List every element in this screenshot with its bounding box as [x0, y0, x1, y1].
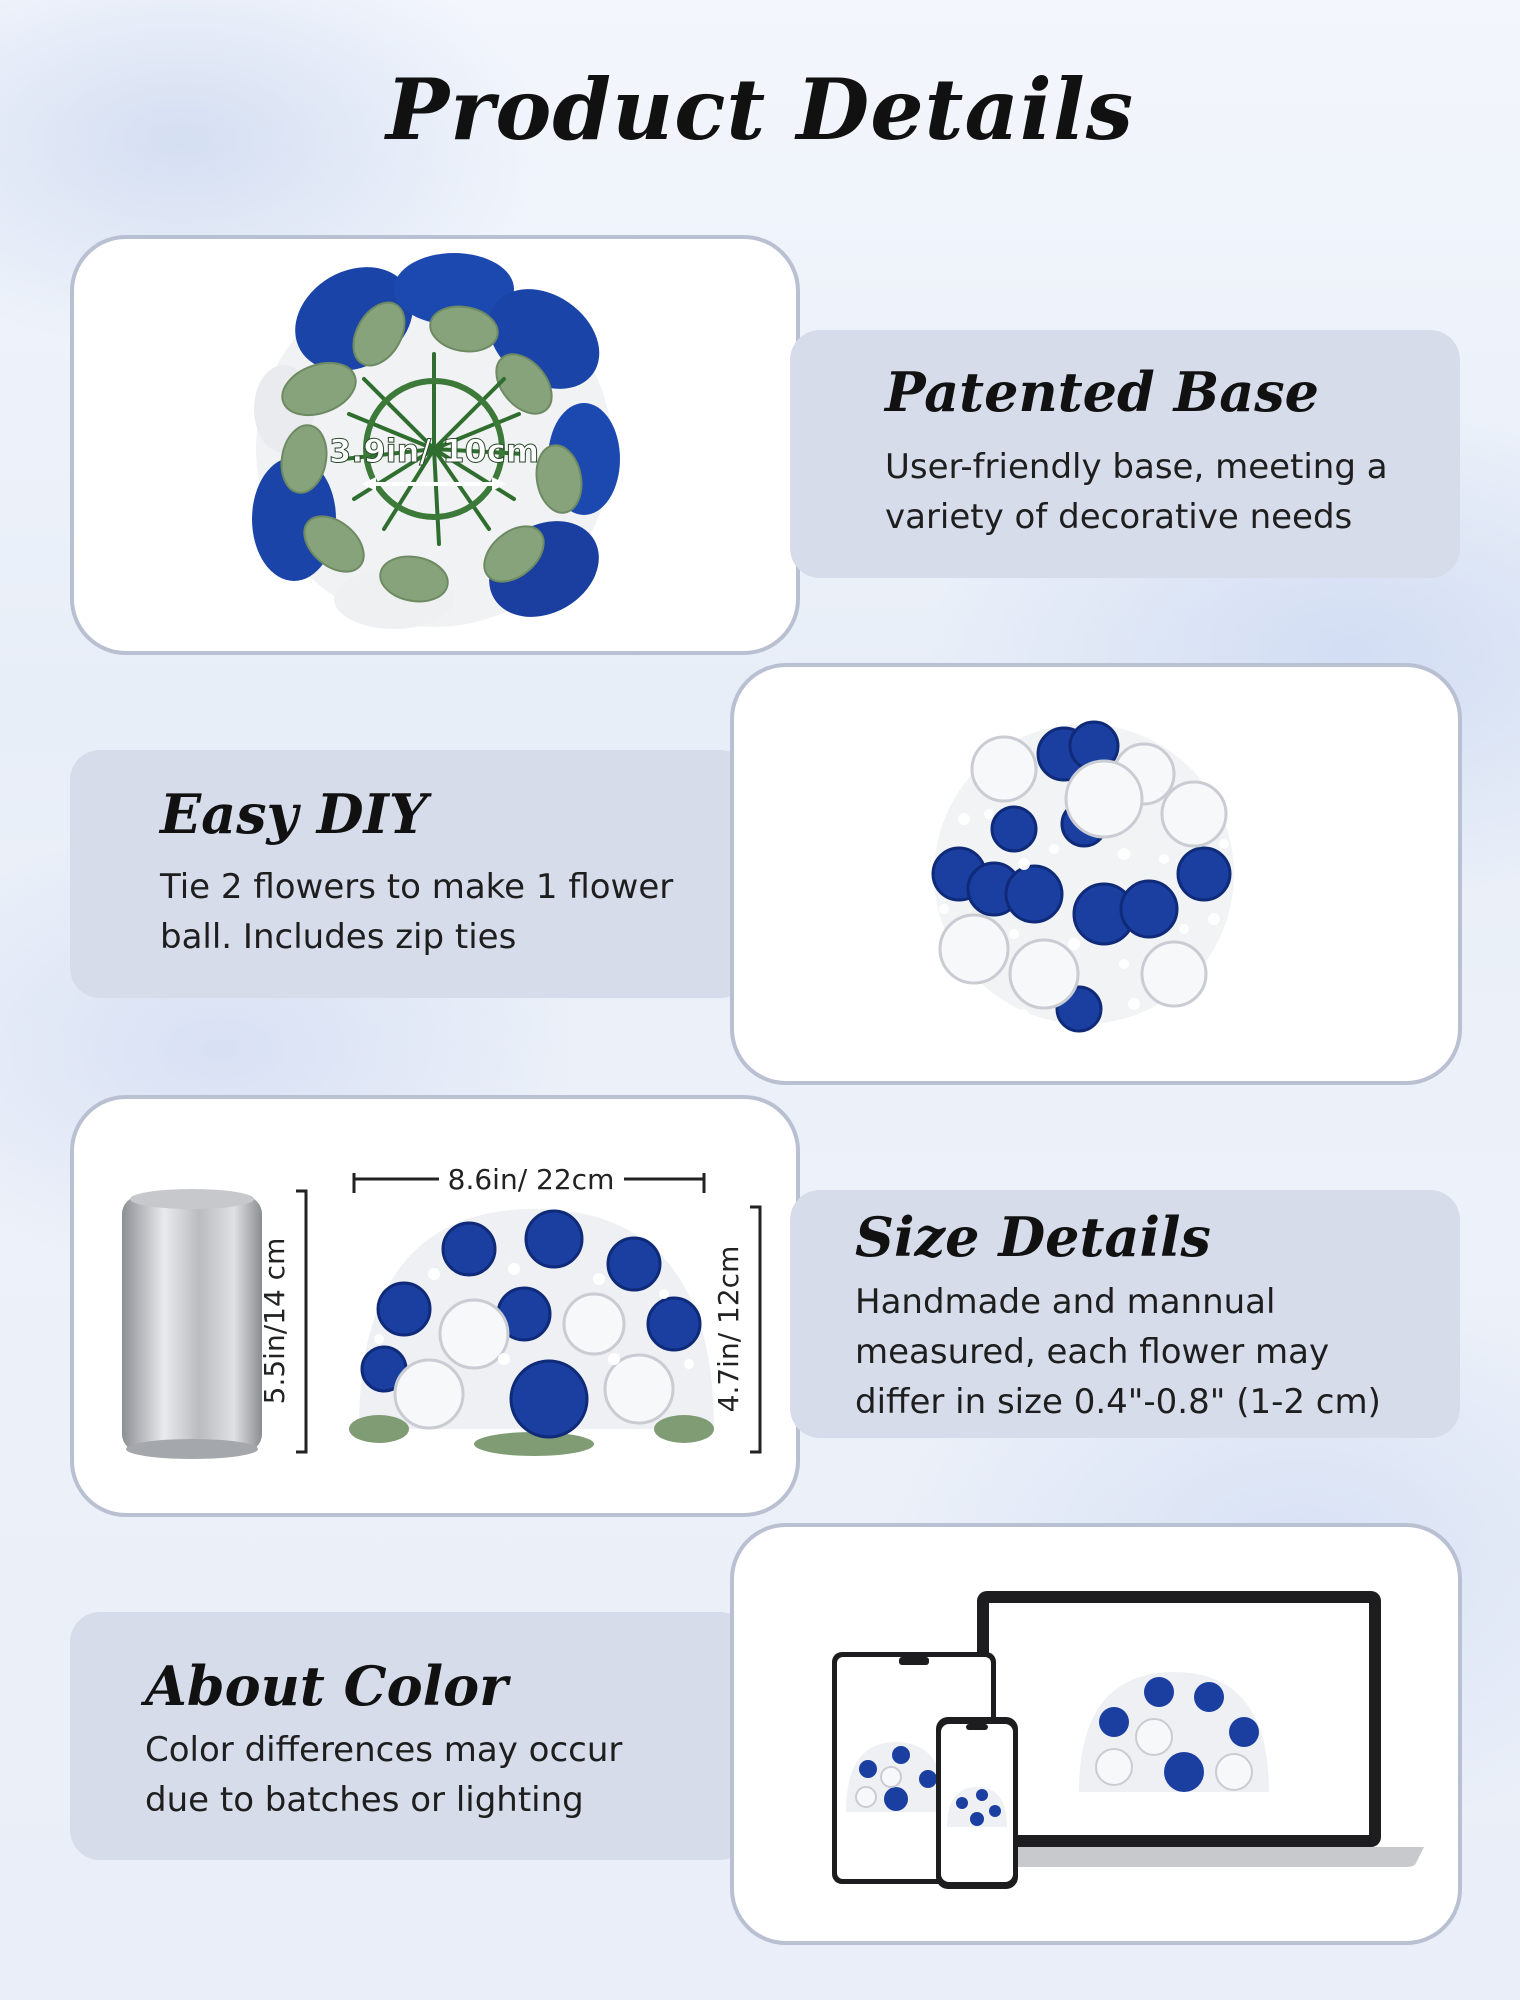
size-illustration — [74, 1099, 800, 1517]
size-details-line1: Handmade and mannual — [855, 1282, 1276, 1322]
size-details-panel — [790, 1190, 1460, 1438]
size-details-line3: differ in size 0.4"-0.8" (1-2 cm) — [855, 1382, 1381, 1422]
page-title: Product Details — [385, 60, 1135, 159]
soda-can — [122, 1196, 262, 1452]
base-image-card — [70, 235, 800, 655]
about-color-line2: due to batches or lighting — [145, 1780, 584, 1820]
devices-image-card — [730, 1523, 1462, 1945]
size-details-line2: measured, each flower may — [855, 1332, 1330, 1372]
size-image-card — [70, 1095, 800, 1517]
flower-ball-illustration — [734, 667, 1462, 1085]
about-color-panel — [70, 1612, 750, 1860]
patented-base-title: Patented Base — [885, 360, 1319, 424]
width-label: 8.6in/ 22cm — [447, 1163, 615, 1196]
about-color-line1: Color differences may occur — [145, 1730, 623, 1770]
base-illustration — [74, 239, 800, 655]
patented-base-line2: variety of decorative needs — [885, 497, 1353, 537]
easy-diy-panel — [70, 750, 750, 998]
about-color-title: About Color — [145, 1654, 508, 1718]
easy-diy-title: Easy DIY — [160, 782, 428, 846]
flower-dome — [349, 1209, 714, 1456]
base-diameter-label: 3.9in/ 10cm — [328, 432, 540, 470]
patented-base-line1: User-friendly base, meeting a — [885, 447, 1388, 487]
patented-base-panel — [790, 330, 1460, 578]
size-details-title: Size Details — [855, 1205, 1211, 1269]
devices-illustration — [734, 1527, 1462, 1945]
flower-height-label: 4.7in/ 12cm — [712, 1245, 745, 1413]
flower-ball-card — [730, 663, 1462, 1085]
easy-diy-line1: Tie 2 flowers to make 1 flower — [160, 867, 674, 907]
can-height-label: 5.5in/14 cm — [258, 1237, 291, 1405]
easy-diy-line2: ball. Includes zip ties — [160, 917, 517, 957]
